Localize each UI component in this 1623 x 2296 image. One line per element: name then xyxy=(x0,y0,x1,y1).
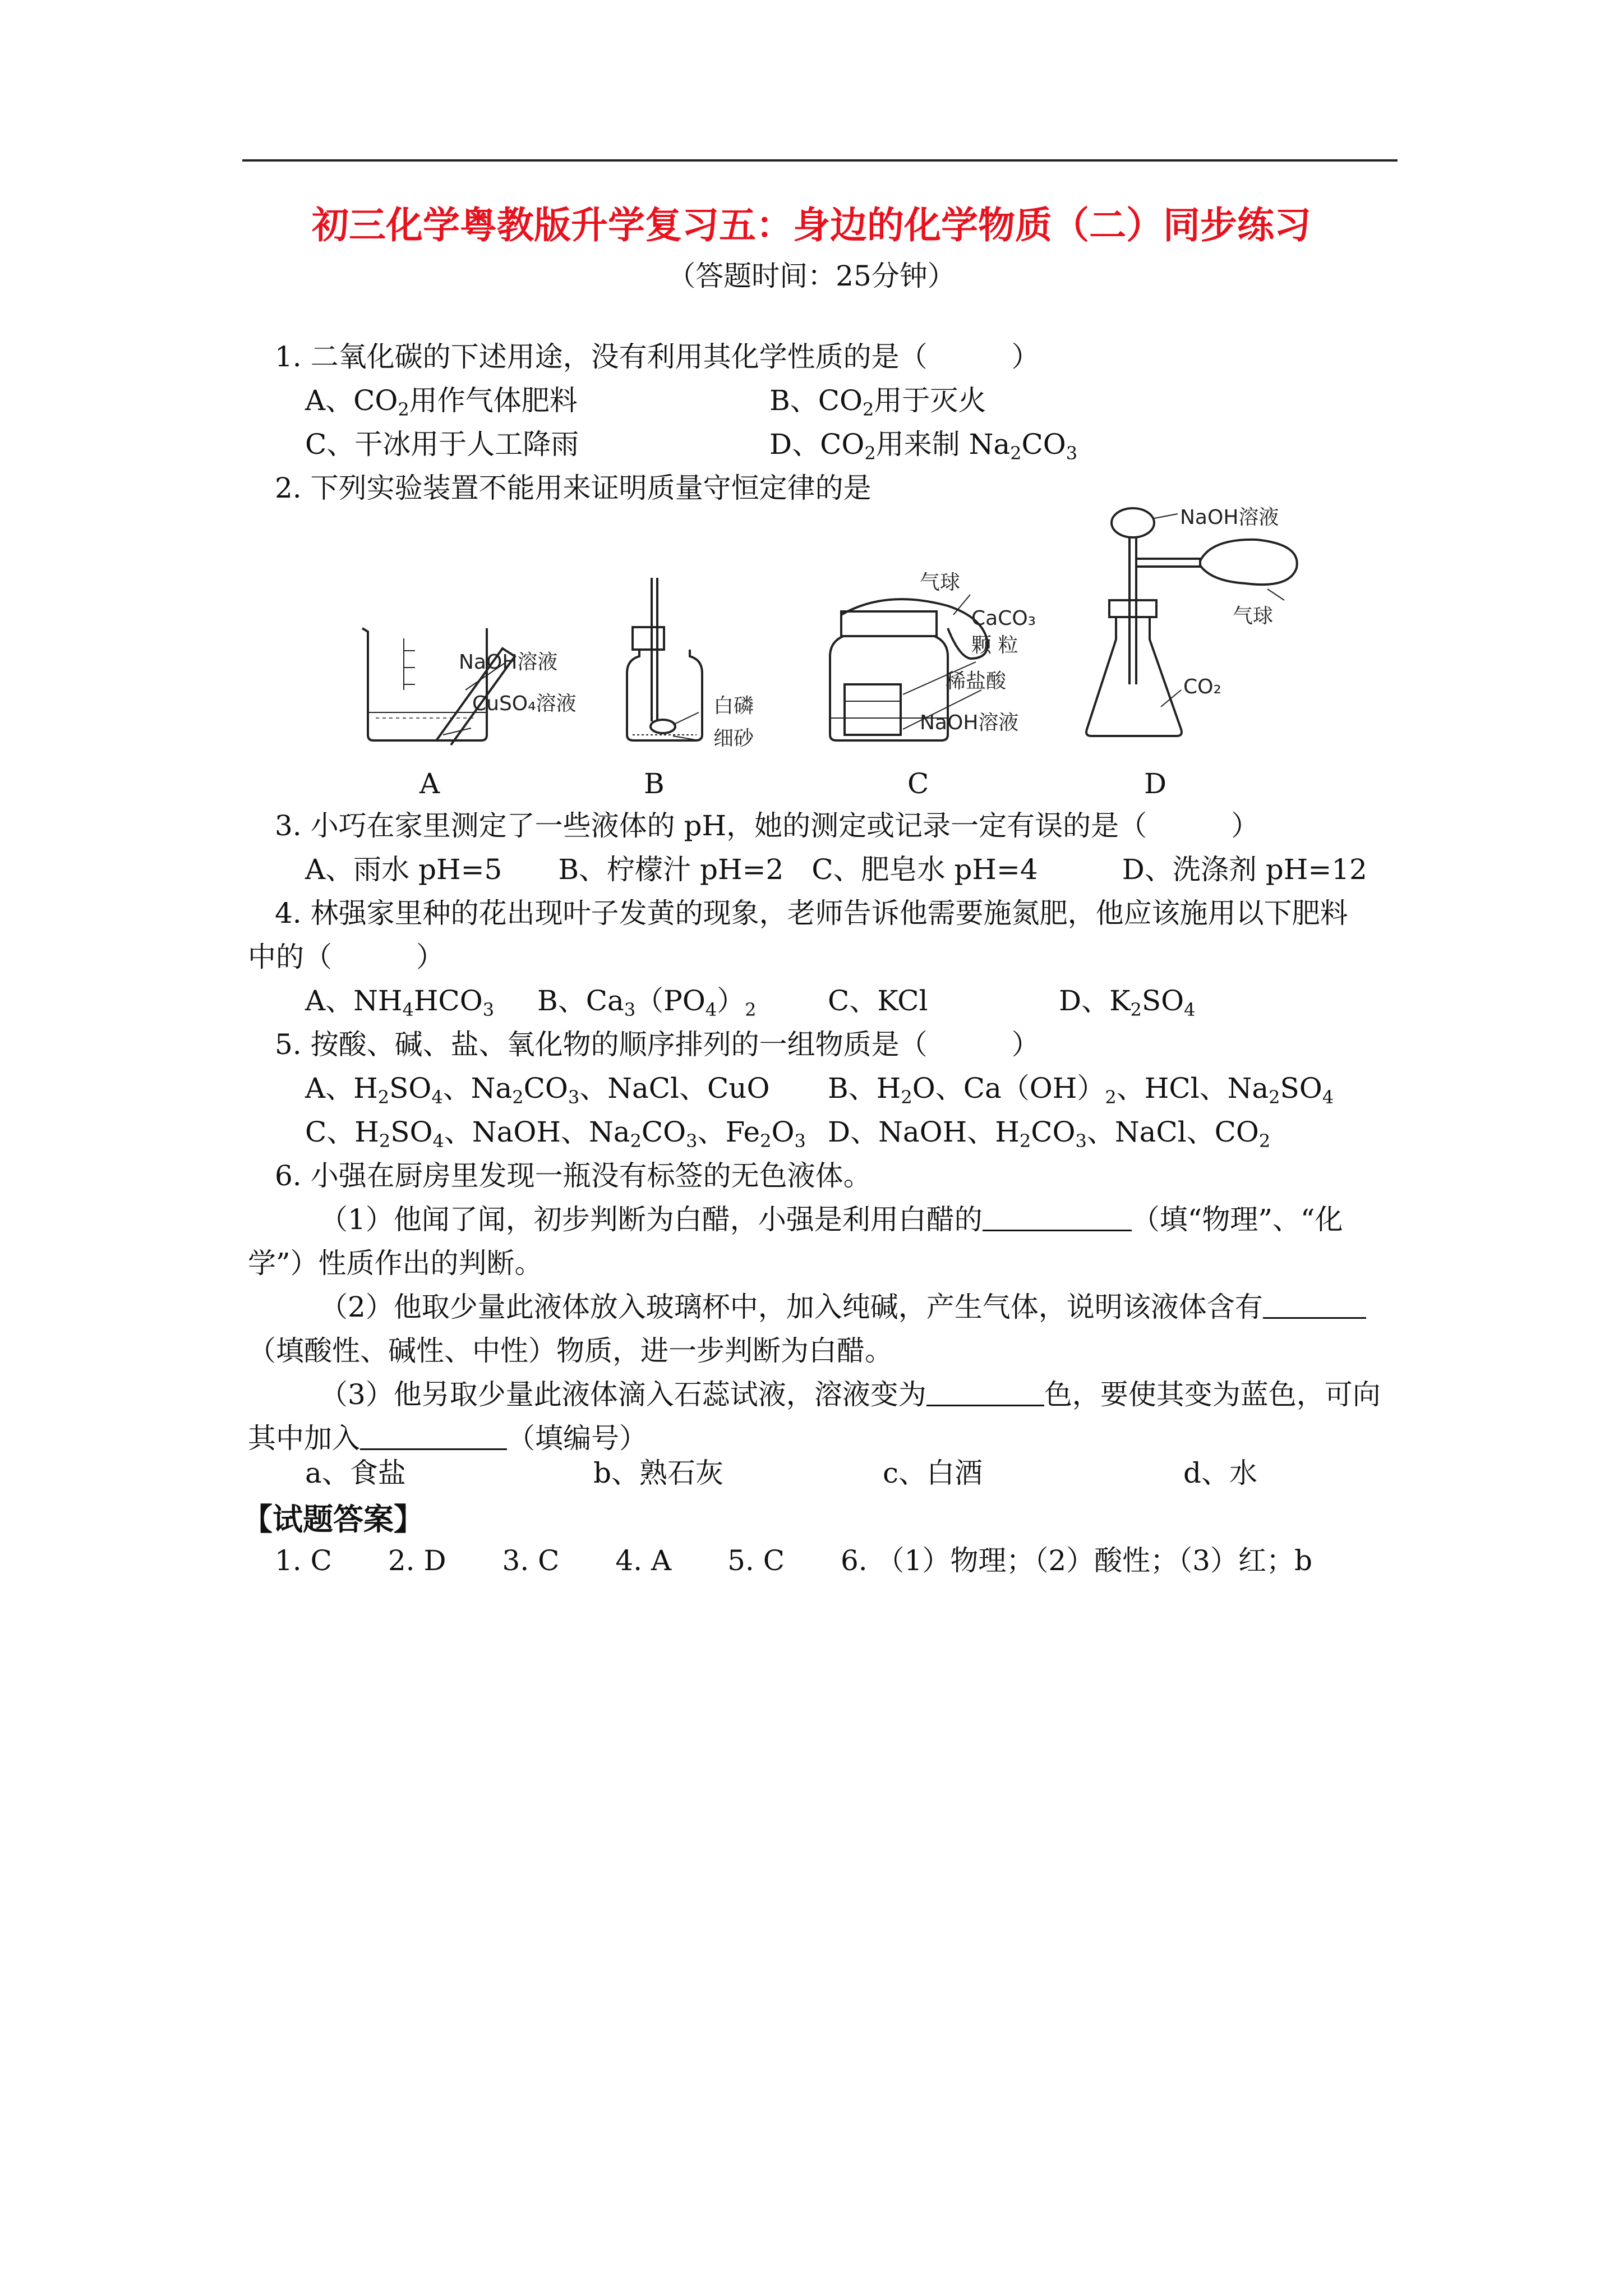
figure-letter-c: C xyxy=(907,767,929,800)
label-d-naoh: NaOH溶液 xyxy=(1180,506,1279,529)
label-c-balloon: 气球 xyxy=(920,571,961,594)
q6-part1: （1）他闻了闻，初步判断为白醋，小强是利用白醋的 （填“物理”、“化 xyxy=(320,1203,1343,1236)
q4-stem: 4. 林强家里种的花出现叶子发黄的现象，老师告诉他需要施氮肥，他应该施用以下肥料 xyxy=(275,897,1348,930)
q3-stem: 3. 小巧在家里测定了一些液体的 pH，她的测定或记录一定有误的是（ ） xyxy=(275,809,1260,842)
q6-part2: （2）他取少量此液体放入玻璃杯中，加入纯碱，产生气体，说明该液体含有 xyxy=(320,1290,1366,1324)
q1-option-b: B、$CO_2$用于灭火 xyxy=(769,384,986,420)
q5-option-c: C、$H_2SO_4$、NaOH、$Na_2CO_3$、$Fe_2O_3$ xyxy=(305,1116,806,1152)
figure-letter-b: B xyxy=(644,767,665,800)
figure-letter-d: D xyxy=(1144,767,1167,800)
figure-letter-a: A xyxy=(419,767,440,800)
label-c-caco3: CaCO₃ xyxy=(971,607,1036,630)
q2-stem: 2. 下列实验装置不能用来证明质量守恒定律的是 xyxy=(275,472,872,504)
label-d-balloon: 气球 xyxy=(1233,605,1274,628)
label-b-sand: 细砂 xyxy=(713,727,754,750)
q1-stem: 1. 二氧化碳的下述用途，没有利用其化学性质的是（ ） xyxy=(275,341,1040,373)
page-subtitle: （答题时间：25分钟） xyxy=(667,260,956,292)
q6-part2-continued: （填酸性、碱性、中性）物质，进一步判断为白醋。 xyxy=(248,1335,893,1367)
q6-blank-4[interactable] xyxy=(360,1423,507,1450)
answers-heading: 【试题答案】 xyxy=(242,1501,424,1537)
apparatus-a-beaker xyxy=(362,628,515,745)
q6-blank-3[interactable] xyxy=(926,1379,1044,1406)
q6-stem: 6. 小强在厨房里发现一瓶没有标签的无色液体。 xyxy=(275,1159,872,1192)
label-a-naoh: NaOH溶液 xyxy=(459,651,558,674)
q6-blank-1[interactable] xyxy=(983,1204,1132,1231)
q5-option-d: D、NaOH、$H_2CO_3$、NaCl、$CO_2$ xyxy=(828,1116,1271,1152)
q5-stem: 5. 按酸、碱、盐、氧化物的顺序排列的一组物质是（ ） xyxy=(275,1028,1040,1061)
q1-option-a: A、$CO_2$用作气体肥料 xyxy=(305,384,578,420)
q4-option-c: C、KCl xyxy=(828,984,928,1017)
label-a-cuso4: CuSO₄溶液 xyxy=(472,692,577,715)
q6-blank-2[interactable] xyxy=(1263,1291,1366,1319)
q6-option-b: b、熟石灰 xyxy=(593,1457,724,1489)
q6-part3-continued: 其中加入 （填编号） xyxy=(248,1422,647,1455)
q6-part3: （3）他另取少量此液体滴入石蕊试液，溶液变为 色，要使其变为蓝色，可向 xyxy=(320,1378,1381,1411)
q6-part1-continued: 学”）性质作出的判断。 xyxy=(248,1247,543,1280)
label-c-granules: 颗 粒 xyxy=(971,634,1018,657)
q3-options: A、雨水 pH=5 B、柠檬汁 pH=2 C、肥皂水 pH=4 D、洗涤剂 pH=12 xyxy=(305,853,1367,886)
q6-option-d: d、水 xyxy=(1183,1457,1258,1489)
q6-option-a: a、食盐 xyxy=(305,1457,406,1489)
label-b-phosphorus: 白磷 xyxy=(713,694,754,717)
answers-line: 1. C 2. D 3. C 4. A 5. C 6. （1）物理；（2）酸性；（3）红；b xyxy=(275,1544,1312,1577)
q6-option-c: c、白酒 xyxy=(883,1457,983,1489)
q5-option-b: B、$H_2O$、$Ca(OH)_2$、HCl、$Na_2SO_4$ xyxy=(828,1072,1334,1108)
label-d-co2: CO₂ xyxy=(1183,675,1221,698)
q4-option-b: B、$Ca_3(PO_4)_2$ xyxy=(537,984,757,1020)
page-title: 初三化学粤教版升学复习五：身边的化学物质（二）同步练习 xyxy=(312,203,1311,247)
q1-option-c: C、干冰用于人工降雨 xyxy=(305,428,579,461)
top-rule xyxy=(242,159,1398,162)
q4-option-a: A、$NH_4HCO_3$ xyxy=(305,984,495,1020)
apparatus-b-bottle xyxy=(627,578,702,740)
label-c-hcl: 稀盐酸 xyxy=(946,670,1007,693)
q4-option-d: D、$K_2SO_4$ xyxy=(1059,984,1196,1020)
q4-stem-continued: 中的（ ） xyxy=(248,941,444,973)
label-c-naoh: NaOH溶液 xyxy=(920,711,1019,734)
q1-option-d: D、$CO_2$用来制 $Na_2CO_3$ xyxy=(769,428,1078,464)
q2-apparatus-figure xyxy=(336,505,1324,797)
q5-option-a: A、$H_2SO_4$、$Na_2CO_3$、NaCl、CuO xyxy=(305,1072,770,1108)
